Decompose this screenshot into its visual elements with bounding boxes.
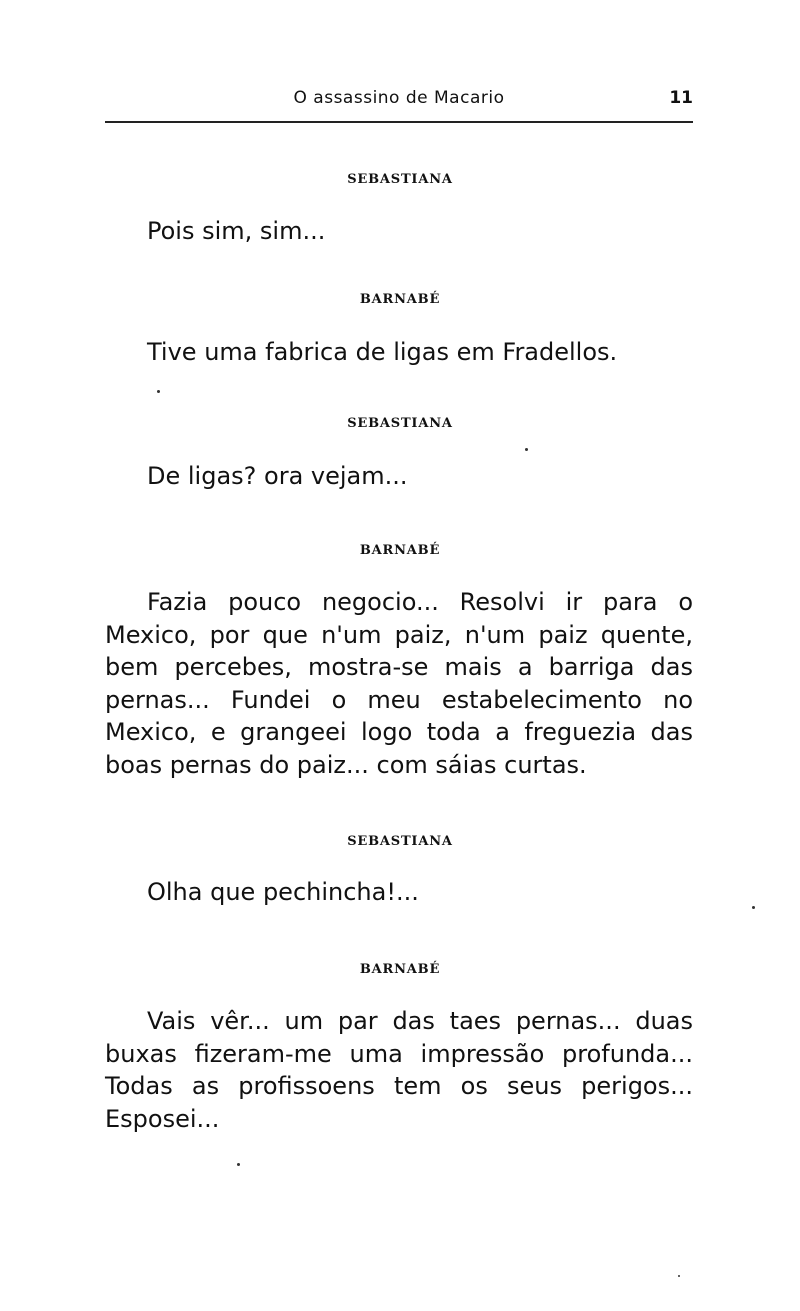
speaker-name: BARNABÉ (359, 292, 441, 307)
speaker-name: BARNABÉ (359, 543, 441, 558)
print-speck (525, 448, 528, 451)
speech-text: Tive uma fabrica de ligas em Fradellos. (147, 338, 618, 366)
speech-text: Olha que pechincha!... (147, 878, 419, 906)
header-rule (105, 121, 693, 123)
speaker-name: SEBASTIANA (347, 172, 453, 187)
print-speck (237, 1163, 240, 1166)
speech-text: Pois sim, sim... (147, 217, 326, 245)
running-head (105, 86, 693, 116)
running-title: O assassino de Macario (293, 88, 505, 108)
speech-text: Vais vêr... um par das taes pernas... duas buxas fizeram-me uma impressão profunda... Todas as profissoens tem os seus perigos... Esposei... (105, 1007, 693, 1133)
speech-text: De ligas? ora vejam... (147, 462, 408, 490)
print-speck (678, 1275, 680, 1277)
speaker-name: SEBASTIANA (347, 416, 453, 431)
speaker-name: SEBASTIANA (347, 834, 453, 849)
print-speck (157, 390, 160, 393)
speech-text: Fazia pouco negocio... Resolvi ir para o Mexico, por que n'um paiz, n'um paiz quente, bem percebes, mostra-se mais a barriga das pernas... Fundei o meu estabelecimento no Mexico, e grangeei logo toda a freguezia das boas pernas do paiz... com sáias curtas. (105, 588, 693, 779)
speaker-name: BARNABÉ (359, 962, 441, 977)
print-speck (752, 906, 755, 909)
page-number: 11 (669, 88, 693, 108)
